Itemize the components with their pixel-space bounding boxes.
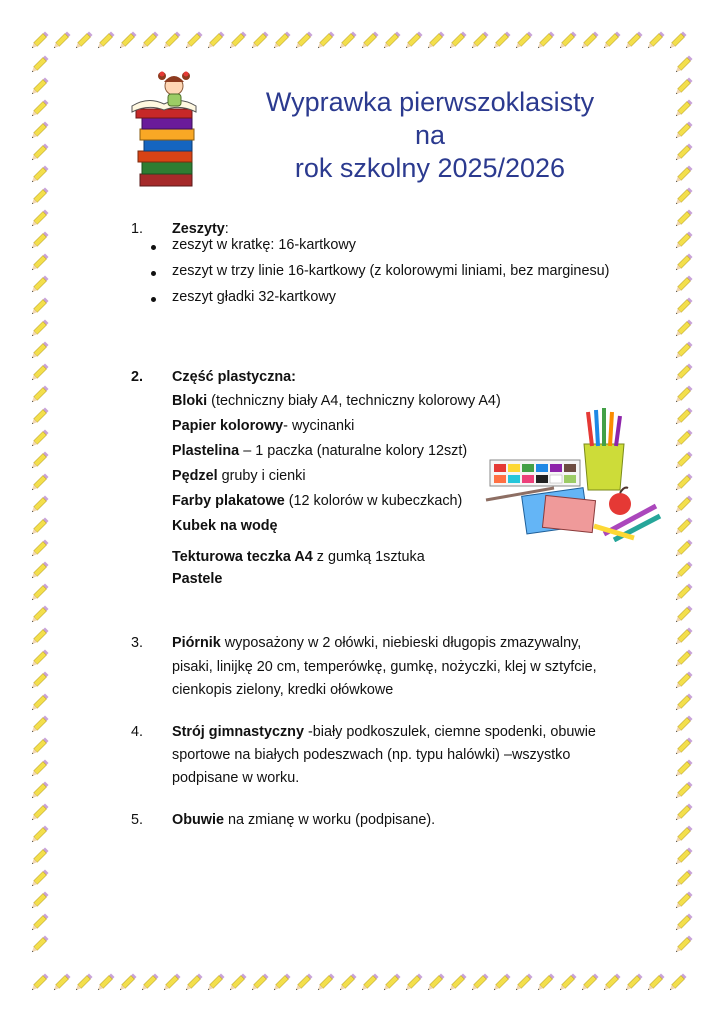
list-item: Pastele [172,571,223,587]
title-line-3: rok szkolny 2025/2026 [294,153,566,183]
pencil-icon [380,30,402,52]
pencil-icon [204,972,226,994]
border-right [672,54,694,956]
pencil-icon [622,972,644,994]
pencil-icon [672,868,694,890]
pencil-icon [94,30,116,52]
pencil-icon [672,846,694,868]
pencil-icon [672,406,694,428]
pencil-icon [292,30,314,52]
pencil-icon [314,972,336,994]
pencil-icon [72,972,94,994]
list-item: Tekturowa teczka A4 z gumką 1sztuka [172,549,425,565]
pencil-icon [600,972,622,994]
list-item-continued: cienkopis zielony, kredki ołówkowe [172,682,394,698]
pencil-icon [672,208,694,230]
pencil-icon [28,472,50,494]
list-item: Piórnik wyposażony w 2 ołówki, niebieski długopis zmazywalny, [172,635,582,651]
pencil-icon [28,142,50,164]
pencil-icon [672,890,694,912]
pencil-icon [672,252,694,274]
pencil-icon [402,972,424,994]
pencil-icon [672,538,694,560]
pencil-icon [28,824,50,846]
pencil-icon [672,362,694,384]
pencil-icon [160,30,182,52]
section-number: 5. [131,812,144,828]
pencil-icon [672,758,694,780]
pencil-icon [672,98,694,120]
border-left [28,54,50,956]
pencil-icon [204,30,226,52]
pencil-icon [666,972,688,994]
pencil-icon [28,582,50,604]
pencil-icon [28,758,50,780]
pencil-icon [226,972,248,994]
page-title [230,86,630,185]
pencil-icon [468,972,490,994]
pencil-icon [28,384,50,406]
pencil-icon [160,972,182,994]
pencil-icon [28,626,50,648]
pencil-icon [28,76,50,98]
pencil-icon [666,30,688,52]
pencil-icon [358,972,380,994]
pencil-icon [402,30,424,52]
section-number: 3. [131,635,144,651]
pencil-icon [672,274,694,296]
pencil-icon [248,972,270,994]
pencil-icon [28,30,50,52]
pencil-icon [672,802,694,824]
pencil-icon [672,120,694,142]
bullet-icon [151,271,156,276]
section-heading: Zeszyty: [172,221,229,237]
pencil-icon [446,972,468,994]
pencil-icon [672,560,694,582]
border-top [28,30,688,52]
pencil-icon [28,318,50,340]
pencil-icon [28,252,50,274]
pencil-icon [28,98,50,120]
pencil-icon [28,296,50,318]
pencil-icon [644,972,666,994]
pencil-icon [672,582,694,604]
section-number: 4. [131,724,144,740]
pencil-icon [28,450,50,472]
list-item: Farby plakatowe (12 kolorów w kubeczkach) [172,493,463,509]
pencil-icon [28,340,50,362]
pencil-icon [622,30,644,52]
pencil-icon [138,972,160,994]
title-line-1: Wyprawka pierwszoklasisty [265,87,595,117]
pencil-icon [28,934,50,956]
section-heading: Część plastyczna: [172,369,296,385]
section-number: 1. [131,221,144,237]
title-line-2: na [414,120,446,150]
pencil-icon [644,30,666,52]
list-item: zeszyt w kratkę: 16-kartkowy [172,237,356,253]
bullet-icon [151,297,156,302]
pencil-icon [28,428,50,450]
pencil-icon [578,972,600,994]
pencil-icon [578,30,600,52]
pencil-icon [336,30,358,52]
pencil-icon [28,230,50,252]
pencil-icon [28,736,50,758]
pencil-icon [672,450,694,472]
pencil-icon [672,340,694,362]
art-supplies-clipart [484,408,662,542]
pencil-icon [672,296,694,318]
pencil-icon [672,736,694,758]
pencil-icon [28,648,50,670]
pencil-icon [28,868,50,890]
pencil-icon [292,972,314,994]
pencil-icon [672,384,694,406]
list-item: Bloki (techniczny biały A4, techniczny kolorowy A4) [172,393,501,409]
pencil-icon [28,494,50,516]
pencil-icon [534,972,556,994]
pencil-icon [28,670,50,692]
pencil-icon [446,30,468,52]
list-item: Obuwie na zmianę w worku (podpisane). [172,812,436,828]
pencil-icon [336,972,358,994]
pencil-icon [672,318,694,340]
pencil-icon [116,972,138,994]
list-item: zeszyt gładki 32-kartkowy [172,289,336,305]
pencil-icon [672,912,694,934]
pencil-icon [358,30,380,52]
pencil-icon [672,230,694,252]
pencil-icon [72,30,94,52]
pencil-icon [28,274,50,296]
pencil-icon [138,30,160,52]
pencil-icon [28,714,50,736]
list-item: Plastelina – 1 paczka (naturalne kolory 12szt) [172,443,468,459]
pencil-icon [424,30,446,52]
pencil-icon [672,648,694,670]
pencil-icon [672,516,694,538]
pencil-icon [28,164,50,186]
list-item: Kubek na wodę [172,518,278,534]
pencil-icon [28,972,50,994]
pencil-icon [182,972,204,994]
section-number: 2. [131,369,144,385]
pencil-icon [672,186,694,208]
pencil-icon [270,972,292,994]
list-item-continued: sportowe na białych podeszwach (np. typu halówki) –wszystko [172,747,571,763]
pencil-icon [28,54,50,76]
list-item-continued: podpisane w worku. [172,770,300,786]
pencil-icon [512,972,534,994]
pencil-icon [672,494,694,516]
pencil-icon [380,972,402,994]
pencil-icon [28,890,50,912]
pencil-icon [28,538,50,560]
bullet-icon [151,245,156,250]
pencil-icon [226,30,248,52]
pencil-icon [672,824,694,846]
pencil-icon [600,30,622,52]
pencil-icon [28,560,50,582]
list-item: zeszyt w trzy linie 16-kartkowy (z kolorowymi liniami, bez marginesu) [172,263,610,279]
list-item: Papier kolorowy- wycinanki [172,418,355,434]
pencil-icon [424,972,446,994]
pencil-icon [28,846,50,868]
pencil-icon [490,30,512,52]
pencil-icon [28,802,50,824]
pencil-icon [116,30,138,52]
books-girl-clipart [126,66,206,190]
list-item: Pędzel gruby i cienki [172,468,306,484]
pencil-icon [28,208,50,230]
pencil-icon [672,604,694,626]
pencil-icon [672,780,694,802]
pencil-icon [94,972,116,994]
pencil-icon [28,604,50,626]
border-bottom [28,972,688,994]
pencil-icon [28,120,50,142]
pencil-icon [248,30,270,52]
pencil-icon [672,76,694,98]
pencil-icon [28,912,50,934]
pencil-icon [672,472,694,494]
pencil-icon [556,972,578,994]
pencil-icon [556,30,578,52]
pencil-icon [28,692,50,714]
pencil-icon [28,362,50,384]
pencil-icon [468,30,490,52]
pencil-icon [672,714,694,736]
pencil-icon [50,972,72,994]
pencil-icon [512,30,534,52]
list-item: Strój gimnastyczny -biały podkoszulek, ciemne spodenki, obuwie [172,724,596,740]
pencil-icon [672,428,694,450]
pencil-icon [672,692,694,714]
pencil-icon [314,30,336,52]
pencil-icon [672,142,694,164]
pencil-icon [270,30,292,52]
pencil-icon [672,670,694,692]
pencil-icon [672,626,694,648]
list-item-continued: pisaki, linijkę 20 cm, temperówkę, gumkę, nożyczki, klej w sztyfcie, [172,659,597,675]
pencil-icon [28,516,50,538]
pencil-icon [672,934,694,956]
pencil-icon [28,780,50,802]
pencil-icon [672,54,694,76]
pencil-icon [28,186,50,208]
pencil-icon [672,164,694,186]
pencil-icon [490,972,512,994]
pencil-icon [534,30,556,52]
pencil-icon [50,30,72,52]
pencil-icon [182,30,204,52]
pencil-icon [28,406,50,428]
